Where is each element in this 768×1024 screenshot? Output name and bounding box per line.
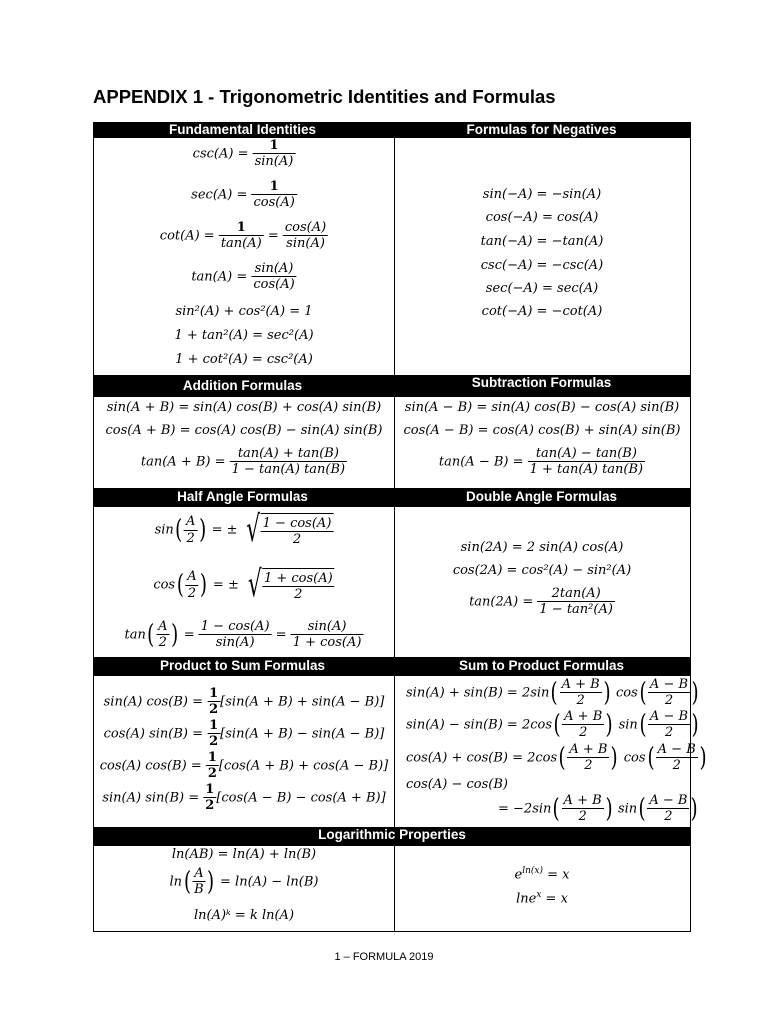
pts-3-den: 2 (207, 766, 217, 782)
half-sin-den: 2 (292, 532, 302, 547)
half-cos-fn: cos (153, 577, 176, 593)
stp-3-mid: cos (623, 750, 646, 766)
stp-4-rhs: = −2sin (498, 801, 552, 817)
exp-sup: ln(x) (522, 866, 543, 876)
double-tan-den: 1 − tan²(A) (539, 602, 613, 618)
pts-3-rhs: [cos(A + B) + cos(A − B)] (218, 758, 389, 774)
stp-3-two-a: 2 (584, 758, 593, 774)
half-sin-a: A (185, 514, 196, 530)
half-cos-pm: = ± (208, 577, 243, 593)
lne-sup: x (536, 890, 542, 900)
negative-cot: cot(−A) = −cot(A) (481, 304, 603, 319)
stp-3-lhs: cos(A) + cos(B) = 2cos (406, 750, 558, 766)
divider-4 (394, 676, 395, 828)
stp-2-apb: A + B (564, 709, 603, 724)
tan-lhs: tan(A) = (191, 269, 252, 285)
header-logarithmic: Logarithmic Properties (318, 827, 466, 842)
double-angle-cos: cos(2A) = cos²(A) − sin²(A) (452, 563, 632, 578)
page-title: APPENDIX 1 - Trigonometric Identities and Formulas (93, 86, 556, 107)
identity-pythagorean-2: 1 + tan²(A) = sec²(A) (174, 328, 314, 343)
header-negatives: Formulas for Negatives (466, 122, 617, 137)
half-sin-num: 1 − cos(A) (262, 515, 332, 531)
addition-tan-den: 1 − tan(A) tan(B) (231, 462, 346, 478)
pts-2-num: 1 (209, 718, 219, 733)
sum-to-product-4-lhs: cos(A) − cos(B) (406, 777, 508, 792)
header-sum-to-product: Sum to Product Formulas (458, 658, 624, 673)
exp-log-identity (515, 867, 570, 881)
header-fundamental: Fundamental Identities (168, 122, 317, 137)
half-tan-num2: sin(A) (291, 619, 364, 635)
section-header-row-4 (93, 657, 691, 676)
header-subtraction: Subtraction Formulas (471, 375, 612, 390)
page-footer: 1 – FORMULA 2019 (334, 951, 434, 963)
section-header-row-1 (93, 122, 691, 138)
identity-sec (191, 179, 297, 211)
half-tan-eq2: = (271, 627, 291, 643)
section-header-row-2 (93, 375, 691, 397)
stp-1-apb: A + B (561, 677, 600, 692)
negative-cos: cos(−A) = cos(A) (485, 210, 599, 225)
identity-cot (160, 220, 328, 252)
pts-4-rhs: [cos(A − B) − cos(A + B)] (216, 790, 386, 806)
half-angle-cos: cos( $\frac{A}{2}$ ) = ± √ $\frac{1 + \cos(A)}{2}$ (153, 564, 333, 605)
double-tan-num: 2tan(A) (537, 586, 615, 602)
cot-den2: sin(A) (286, 236, 325, 252)
product-to-sum-2 (104, 718, 385, 750)
half-cos-num: 1 + cos(A) (263, 570, 333, 586)
pts-1-den: 2 (209, 702, 219, 718)
csc-lhs: csc(A) = (192, 146, 253, 162)
stp-1-two-a: 2 (576, 693, 585, 709)
exp-base: e (514, 867, 523, 883)
stp-1-two-b: 2 (664, 693, 674, 709)
table-bottom-border (93, 931, 691, 932)
stp-4-mid: sin (617, 801, 638, 817)
pts-3-num: 1 (207, 750, 217, 765)
log-quotient-den: B (194, 882, 204, 898)
sec-num: 1 (252, 179, 297, 195)
sum-to-product-2: sin(A) − sin(B) = 2cos( $\frac{A + B}{2}$ ) sin( $\frac{A - B}{2}$ ) (406, 709, 699, 741)
stp-1-mid: cos (615, 685, 638, 701)
pts-1-num: 1 (209, 686, 219, 701)
negative-sec: sec(−A) = sec(A) (485, 281, 599, 296)
stp-4-apb: A + B (563, 793, 602, 808)
half-tan-eq1: = (179, 627, 199, 643)
half-tan-two: 2 (158, 635, 167, 651)
header-product-to-sum: Product to Sum Formulas (159, 658, 325, 673)
double-angle-sin: sin(2A) = 2 sin(A) cos(A) (460, 540, 624, 555)
stp-2-amb: A − B (649, 709, 689, 724)
negative-tan: tan(−A) = −tan(A) (480, 234, 604, 249)
half-angle-sin: sin( $\frac{A}{2}$ ) = ± √ $\frac{1 - \cos(A)}{2}$ (154, 509, 332, 550)
csc-den: sin(A) (254, 154, 294, 170)
divider-3 (394, 507, 395, 658)
half-sin-pm: = ± (207, 522, 242, 538)
half-tan-fn: tan (124, 627, 146, 643)
sec-den: cos(A) (253, 195, 295, 211)
divider-2 (394, 397, 395, 489)
sec-lhs: sec(A) = (191, 187, 252, 203)
header-double-angle: Double Angle Formulas (465, 489, 617, 504)
half-cos-a: A (187, 569, 197, 585)
product-to-sum-1 (104, 686, 385, 718)
tan-den: cos(A) (253, 277, 295, 293)
stp-4-amb: A − B (649, 793, 688, 808)
exp-rhs: = x (542, 867, 570, 883)
addition-tan (141, 446, 347, 478)
header-half-angle: Half Angle Formulas (177, 489, 308, 504)
addition-tan-num: tan(A) + tan(B) (230, 446, 347, 462)
divider-5 (394, 846, 395, 932)
stp-3-amb: A − B (657, 742, 696, 757)
stp-4-two-b: 2 (664, 809, 673, 825)
log-quotient-rhs: = ln(A) − ln(B) (215, 874, 319, 890)
stp-1-amb: A − B (649, 677, 689, 692)
stp-2-two-b: 2 (664, 725, 674, 741)
log-exp-identity (516, 891, 568, 905)
identity-pythagorean-1: sin²(A) + cos²(A) = 1 (175, 304, 313, 319)
half-sin-two: 2 (186, 530, 195, 546)
pts-2-den: 2 (209, 734, 219, 750)
addition-sin: sin(A + B) = sin(A) cos(B) + cos(A) sin(B) (106, 400, 382, 415)
pts-1-rhs: [sin(A + B) + sin(A − B)] (220, 694, 385, 710)
cot-lhs: cot(A) = (159, 228, 219, 244)
half-tan-den2: 1 + cos(A) (292, 635, 362, 651)
lne-base: lne (516, 891, 537, 907)
pts-1-lhs: sin(A) cos(B) = (103, 694, 208, 710)
section-header-row-5 (93, 827, 691, 846)
section-header-row-3 (93, 488, 691, 507)
half-tan-den1: sin(A) (215, 635, 255, 651)
pts-2-rhs: [sin(A + B) − sin(A − B)] (220, 726, 385, 742)
subtraction-cos: cos(A − B) = cos(A) cos(B) + sin(A) sin(B) (403, 423, 681, 438)
product-to-sum-4 (102, 782, 385, 814)
subtraction-tan-den: 1 + tan(A) tan(B) (529, 462, 644, 478)
cot-num1: 1 (219, 220, 264, 236)
stp-3-two-b: 2 (672, 758, 681, 774)
addition-cos: cos(A + B) = cos(A) cos(B) − sin(A) sin(B) (105, 423, 383, 438)
pts-3-lhs: cos(A) cos(B) = (99, 758, 206, 774)
stp-1-lhs: sin(A) + sin(B) = 2sin (406, 685, 550, 701)
pts-2-lhs: cos(A) sin(B) = (103, 726, 208, 742)
log-quotient-fn: ln (169, 874, 183, 890)
addition-tan-lhs: tan(A + B) = (140, 454, 230, 470)
subtraction-tan (439, 446, 645, 478)
divider-1 (394, 138, 395, 376)
cot-den1: tan(A) (220, 236, 262, 252)
sum-to-product-3: cos(A) + cos(B) = 2cos( $\frac{A + B}{2}$ ) cos( $\frac{A - B}{2}$ ) (406, 742, 707, 774)
pts-4-den: 2 (205, 798, 215, 814)
identity-csc (193, 138, 296, 170)
product-to-sum-3 (100, 750, 388, 782)
subtraction-tan-lhs: tan(A − B) = (438, 454, 528, 470)
half-tan-a: A (158, 619, 168, 634)
pts-4-num: 1 (205, 782, 215, 797)
log-quotient-num: A (192, 866, 206, 882)
double-angle-tan (469, 586, 615, 618)
negative-sin: sin(−A) = −sin(A) (482, 187, 602, 202)
half-angle-tan: tan( $\frac{A}{2}$ ) = $\frac{1 - \cos(A)}{\sin(A)}$ = $\frac{\sin(A)}{1 + \cos(A)}$ (124, 619, 362, 651)
identity-pythagorean-3: 1 + cot²(A) = csc²(A) (175, 352, 313, 367)
half-sin-fn: sin (154, 522, 174, 538)
stp-2-mid: sin (618, 717, 638, 733)
double-tan-lhs: tan(2A) = (469, 594, 538, 610)
stp-2-two-a: 2 (579, 725, 588, 741)
sum-to-product-4-rhs: = −2sin( $\frac{A + B}{2}$ ) sin( $\frac{A - B}{2}$ ) (498, 793, 699, 825)
subtraction-sin: sin(A − B) = sin(A) cos(B) − cos(A) sin(B) (404, 400, 680, 415)
lne-rhs: = x (541, 891, 568, 907)
log-power: ln(A)ᵏ = k ln(A) (193, 908, 295, 923)
log-product: ln(AB) = ln(A) + ln(B) (171, 847, 317, 862)
stp-3-apb: A + B (569, 742, 608, 757)
half-cos-two: 2 (187, 585, 197, 601)
stp-4-two-a: 2 (578, 809, 587, 825)
half-tan-num1: 1 − cos(A) (200, 619, 270, 634)
identity-tan (191, 261, 296, 293)
sum-to-product-1: sin(A) + sin(B) = 2sin( $\frac{A + B}{2}$ ) cos( $\frac{A - B}{2}$ ) (406, 677, 699, 709)
stp-2-lhs: sin(A) − sin(B) = 2cos (406, 717, 552, 733)
header-addition: Addition Formulas (182, 378, 303, 393)
csc-num: 1 (253, 138, 296, 154)
cot-num2: cos(A) (284, 220, 327, 235)
negative-csc: csc(−A) = −csc(A) (480, 258, 604, 273)
pts-4-lhs: sin(A) sin(B) = (102, 790, 204, 806)
log-quotient: ln( $\frac{A}{B}$ ) = ln(A) − ln(B) (169, 866, 319, 898)
subtraction-tan-num: tan(A) − tan(B) (528, 446, 645, 462)
tan-num: sin(A) (251, 261, 296, 277)
cot-eq: = (263, 228, 283, 244)
half-cos-den: 2 (294, 587, 303, 602)
